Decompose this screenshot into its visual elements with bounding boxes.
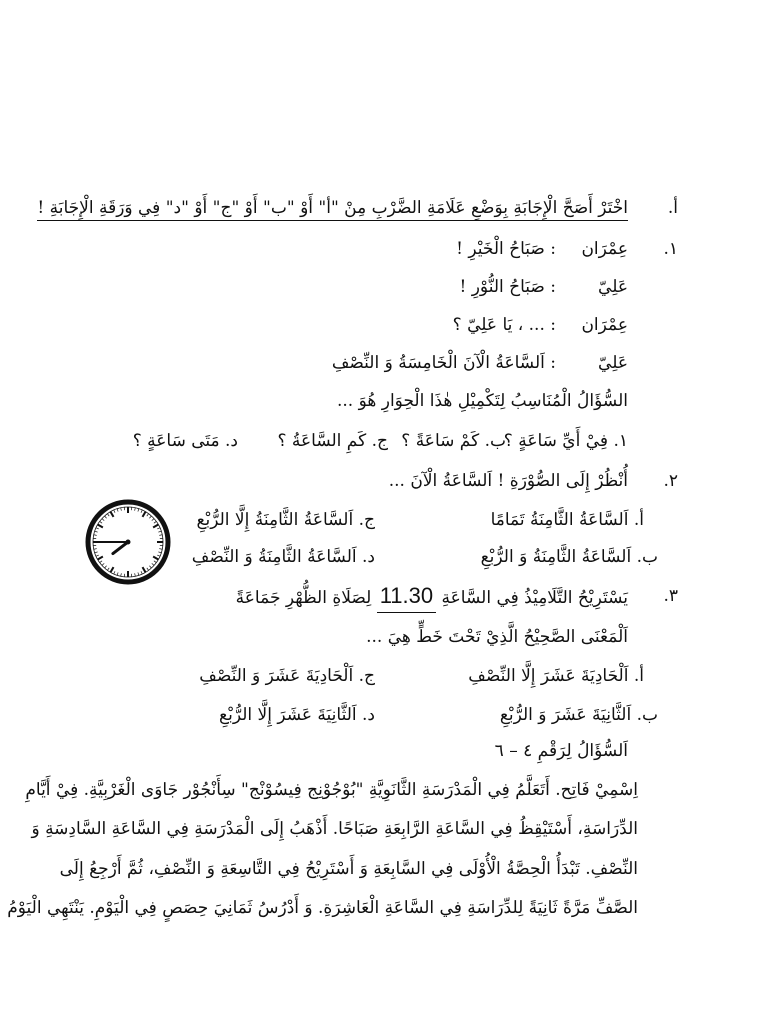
q2-text: أُنْظُرْ إِلَى الصُّوْرَةِ ! اَلسَّاعَةُ الْآنَ ... (388, 471, 628, 491)
clock-image (85, 499, 171, 585)
q3-text (236, 584, 628, 610)
q3-option-d: د. اَلثَّانِيَةَ عَشَرَ إِلَّا الرُّبْعِ (219, 705, 375, 725)
instruction-text-underlined: اخْتَرْ أَصَحَّ الْإِجَابَةِ بِوَضْعِ عَلَامَةِ الضَّرْبِ مِنْ "أ" أَوْ "ب" أَوْ "ج" أَوْ "د" فِي وَرَقَةِ الْإِجَابَةِ ! (37, 198, 628, 221)
q2-option-b: ب. اَلسَّاعَةُ الثَّامِنَةُ وَ الرُّبْعِ (480, 547, 658, 567)
reading-line-2: الدِّرَاسَةِ، أَسْتَيْقِظُ فِي السَّاعَةِ الرَّابِعَةِ صَبَاحًا. أَذْهَبُ إِلَى الْمَدْرَسَةِ فِي السَّاعَةِ السَّادِسَةِ وَ (31, 819, 638, 839)
q3-option-c: ج. اَلْحَادِيَةَ عَشَرَ وَ النِّصْفِ (199, 666, 375, 686)
q3-text-after: لِصَلَاةِ الظُّهْرِ جَمَاعَةً (235, 588, 372, 608)
clock-center (126, 540, 131, 545)
q1-dialog-line-3 (453, 313, 628, 337)
q1-dialog-line-4 (332, 351, 628, 375)
q2-option-a: أ. اَلسَّاعَةُ الثَّامِنَةُ تَمَامًا (490, 510, 644, 530)
reading-line-1: اِسْمِيْ فَاتِح. أَتَعَلَّمُ فِي الْمَدْرَسَةِ الثَّانَوِيَّةِ "بُوْجُوْنِج فِيسُوْنْج" سِأَنْجُوْر جَاوَى الْغَرْبِيَّةِ. فِيْ أَيَّامِ (25, 780, 638, 800)
q3-time-underlined: 11.30 (377, 583, 436, 613)
q2-number: ٢. (663, 471, 678, 491)
q3-number: ٣. (663, 586, 678, 606)
q1-number: ١. (663, 239, 678, 259)
q3-option-b: ب. اَلثَّانِيَةَ عَشَرَ وَ الرُّبْعِ (499, 705, 658, 725)
q2-option-d: د. اَلسَّاعَةُ الثَّامِنَةُ وَ النِّصْفِ (191, 547, 375, 567)
q1-dialog-line-2 (459, 275, 628, 299)
q1-utterance: : صَبَاحُ النُّوْرِ ! (459, 277, 556, 297)
q2-option-c: ج. اَلسَّاعَةُ الثَّامِنَةُ إِلَّا الرُّبْعِ (196, 510, 375, 530)
q1-speaker: عَلِيّ (598, 277, 628, 297)
reading-line-3: النِّصْفِ. تَبْدَأُ الْحِصَّةُ الْأُوْلَى فِي السَّابِعَةِ وَ أَسْتَرِيْحُ فِي التَّاسِعَةِ وَ النِّصْفِ، ثُمَّ أَرْجِعُ إِلَى (59, 859, 638, 879)
instruction-letter: أ. (667, 198, 678, 218)
q1-option-b: ب. كَمْ سَاعَةً ؟ (401, 431, 506, 451)
q3-question: اَلْمَعْنَى الصَّحِيْحُ الَّذِيْ تَحْتَ خَطٍّ هِيَ ... (366, 627, 628, 647)
q1-utterance: : صَبَاحُ الْخَيْرِ ! (456, 239, 556, 259)
q1-utterance: : ... ، يَا عَلِيّ ؟ (452, 315, 556, 335)
q1-option-a: ١. فِيْ أَيِّ سَاعَةٍ ؟ (503, 431, 628, 451)
q1-option-c: ج. كَمِ السَّاعَةُ ؟ (277, 431, 388, 451)
instruction-text (37, 196, 628, 220)
q1-question: السُّؤَالُ الْمُنَاسِبُ لِتَكْمِيْلِ هٰذَا الْحِوَارِ هُوَ ... (336, 391, 628, 411)
q1-speaker: عِمْرَان (581, 239, 628, 259)
q3-text-before: يَسْتَرِيْحُ التَّلَامِيْذُ فِي السَّاعَةِ (441, 588, 628, 608)
q3-option-a: أ. اَلْحَادِيَةَ عَشَرَ إِلَّا النِّصْفِ (468, 666, 644, 686)
q1-speaker: عَلِيّ (598, 353, 628, 373)
reading-heading: اَلسُّؤَالُ لِرَقْمِ ٤ – ٦ (494, 741, 628, 761)
q1-speaker: عِمْرَان (581, 315, 628, 335)
q1-dialog-line-1 (456, 237, 628, 261)
q1-option-d: د. مَتَى سَاعَةٍ ؟ (132, 431, 238, 451)
reading-line-4: الصَّفِّ مَرَّةً ثَانِيَةً لِلدِّرَاسَةِ فِي السَّاعَةِ الْعَاشِرَةِ. وَ أَدْرُسُ ثَمَانِيَ حِصَصٍ فِي الْيَوْمِ. يَنْتَهِي الْيَوْمُ (7, 898, 638, 918)
q1-utterance: : اَلسَّاعَةُ الْآنَ الْخَامِسَةُ وَ النِّصْفِ (331, 353, 556, 373)
